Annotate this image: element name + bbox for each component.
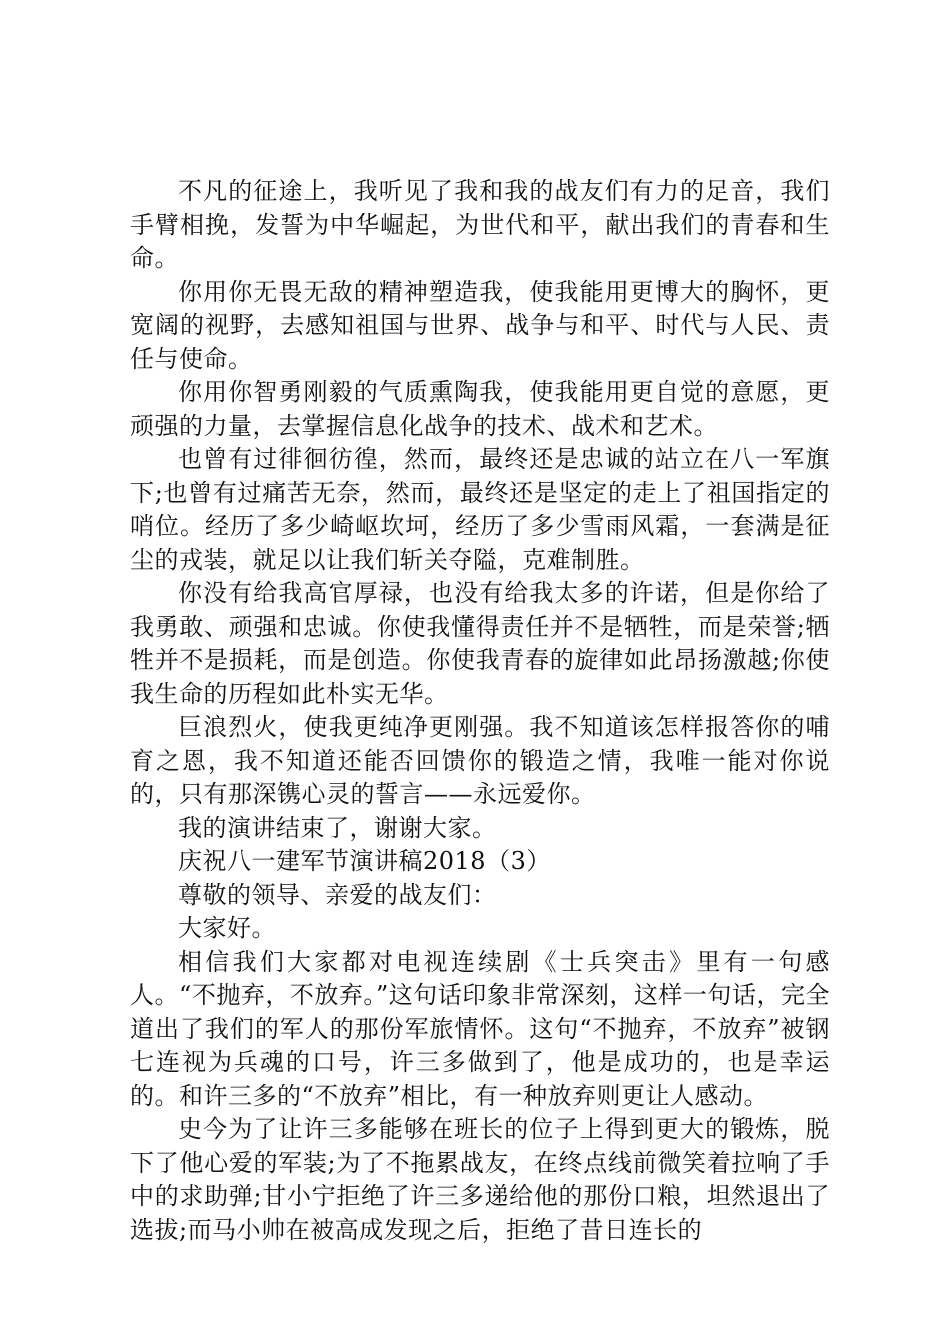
- greeting: 大家好。: [178, 914, 276, 942]
- paragraph: 你用你智勇刚毅的气质熏陶我，使我能用更自觉的意愿，更顽强的力量，去掌握信息化战争的技术、战术和艺术。: [130, 378, 830, 440]
- paragraph: 相信我们大家都对电视连续剧《士兵突击》里有一句感人。“不抛弃，不放弃。”这句话印象非常深刻，这样一句话，完全道出了我们的军人的那份军旅情怀。这句“不抛弃，不放弃”被钢七连视为兵魂的口号，许三多做到了，他是成功的，也是幸运的。和许三多的“不放弃”相比，有一种放弃则更让人感动。: [130, 947, 830, 1110]
- paragraph: 你没有给我高官厚禄，也没有给我太多的许诺，但是你给了我勇敢、顽强和忠诚。你使我懂得责任并不是牺牲，而是荣誉;牺牲并不是损耗，而是创造。你使我青春的旋律如此昂扬激越;你使我生命的历程如此朴实无华。: [130, 579, 830, 708]
- closing-line: 我的演讲结束了，谢谢大家。: [178, 813, 497, 842]
- paragraph: 不凡的征途上，我听见了我和我的战友们有力的足音，我们手臂相挽，发誓为中华崛起，为世代和平，献出我们的青春和生命。: [130, 177, 830, 272]
- section-title: 庆祝八一建军节演讲稿2018（3）: [178, 847, 551, 875]
- paragraph: 你用你无畏无敌的精神塑造我，使我能用更博大的胸怀，更宽阔的视野，去感知祖国与世界、战争与和平、时代与人民、责任与使命。: [130, 277, 830, 373]
- paragraph: 史今为了让许三多能够在班长的位子上得到更大的锻炼，脱下了他心爱的军装;为了不拖累战友，在终点线前微笑着拉响了手中的求助弹;甘小宁拒绝了许三多递给他的那份口粮，坦然退出了选拔;而马小帅在被高成发现之后，拒绝了昔日连长的: [130, 1115, 830, 1244]
- document-body: [130, 175, 830, 1247]
- salutation: 尊敬的领导、亲爱的战友们：: [178, 880, 497, 909]
- paragraph: 巨浪烈火，使我更纯净更刚强。我不知道该怎样报答你的哺育之恩，我不知道还能否回馈你的锻造之情，我唯一能对你说的，只有那深镌心灵的誓言——永远爱你。: [130, 713, 830, 808]
- paragraph: 也曾有过徘徊彷徨，然而，最终还是忠诚的站立在八一军旗下;也曾有过痛苦无奈，然而，最终还是坚定的走上了祖国指定的哨位。经历了多少崎岖坎坷，经历了多少雪雨风霜，一套满是征尘的戎装，就足以让我们斩关夺隘，克难制胜。: [130, 445, 830, 574]
